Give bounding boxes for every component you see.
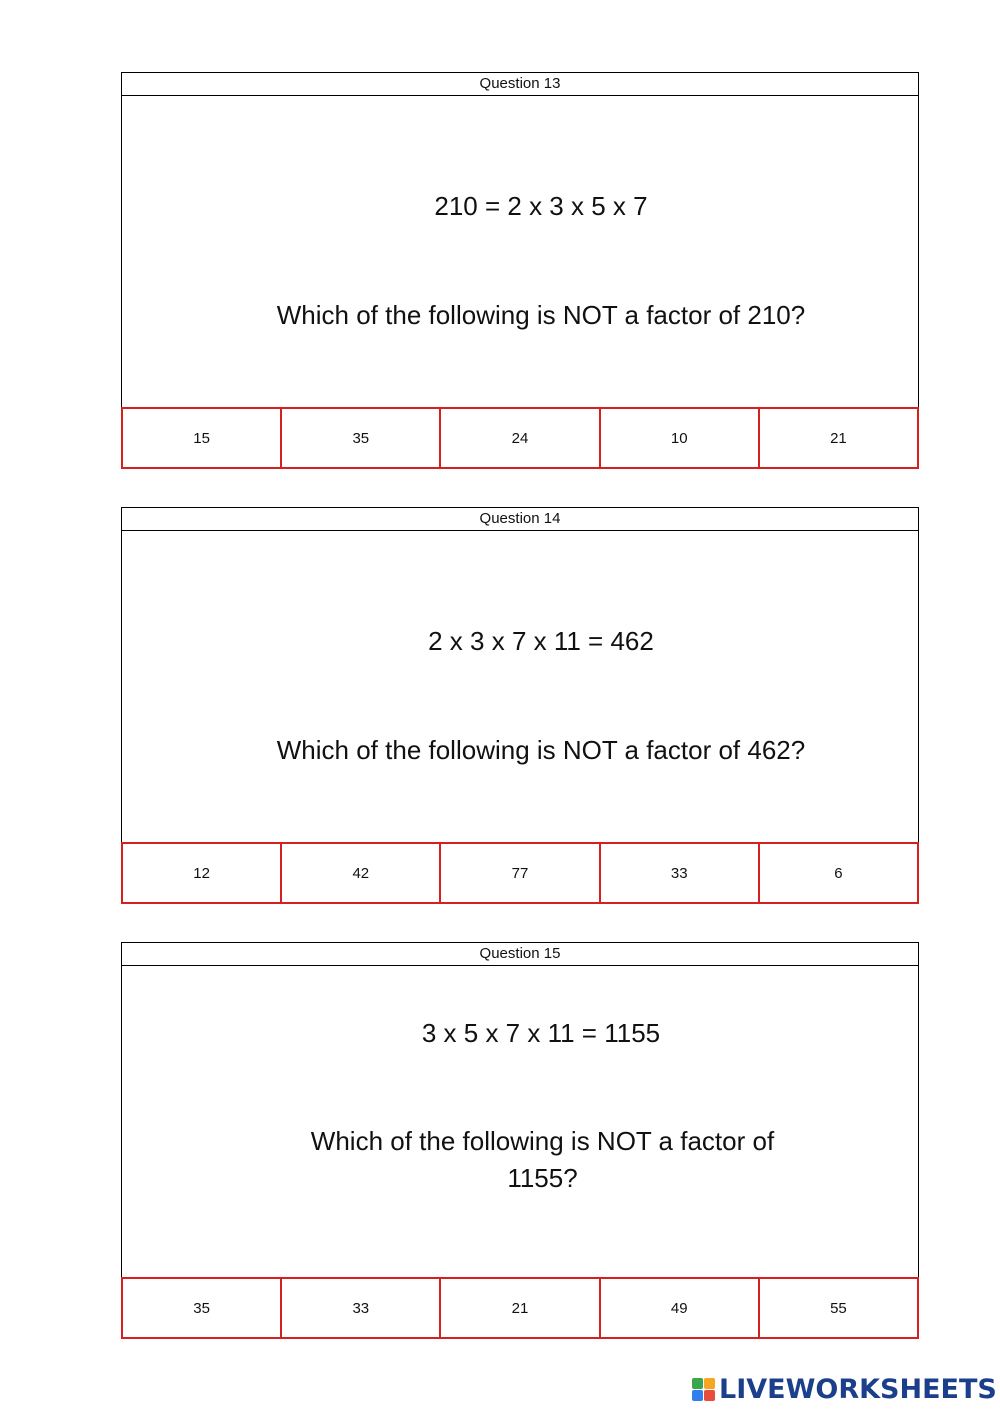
logo-tile [692,1378,703,1389]
question-equation: 2 x 3 x 7 x 11 = 462 [428,626,654,656]
question-prompt: Which of the following is NOT a factor of 1155? [310,1126,775,1193]
question-body [121,96,919,407]
answer-option[interactable]: 6 [834,864,843,882]
question-prompt: Which of the following is NOT a factor of 210? [276,300,806,330]
question-body [121,966,919,1277]
question-body [121,531,919,842]
question-card-13 [121,72,919,469]
question-card-14 [121,507,919,904]
question-prompt: Which of the following is NOT a factor of 462? [276,735,806,765]
answer-option[interactable]: 24 [441,409,600,467]
answer-option[interactable]: 33 [282,1279,441,1337]
answer-option[interactable]: 21 [441,1279,600,1337]
answer-option[interactable]: 12 [123,844,282,902]
question-equation: 210 = 2 x 3 x 5 x 7 [434,191,648,221]
answer-option[interactable]: 10 [601,409,760,467]
liveworksheets-logo-icon [692,1378,715,1401]
question-card-15 [121,942,919,1339]
question-header: Question 14 [121,507,919,531]
answer-option[interactable]: 49 [601,1279,760,1337]
liveworksheets-brand [692,1374,997,1405]
question-header: Question 15 [121,942,919,966]
answer-row [121,407,919,469]
question-equation: 3 x 5 x 7 x 11 = 1155 [421,1018,661,1048]
answer-row [121,1277,919,1339]
answer-option[interactable]: 15 [123,409,282,467]
logo-tile [704,1378,715,1389]
question-header: Question 13 [121,72,919,96]
answer-option[interactable]: 35 [123,1279,282,1337]
logo-tile [692,1390,703,1401]
answer-option[interactable]: 21 [830,429,847,447]
answer-option[interactable]: 33 [601,844,760,902]
answer-row [121,842,919,904]
answer-option[interactable]: 55 [830,1299,847,1317]
brand-name: LIVEWORKSHEETS [719,1374,997,1405]
answer-option[interactable]: 35 [282,409,441,467]
answer-option[interactable]: 42 [282,844,441,902]
answer-option[interactable]: 77 [441,844,600,902]
logo-tile [704,1390,715,1401]
